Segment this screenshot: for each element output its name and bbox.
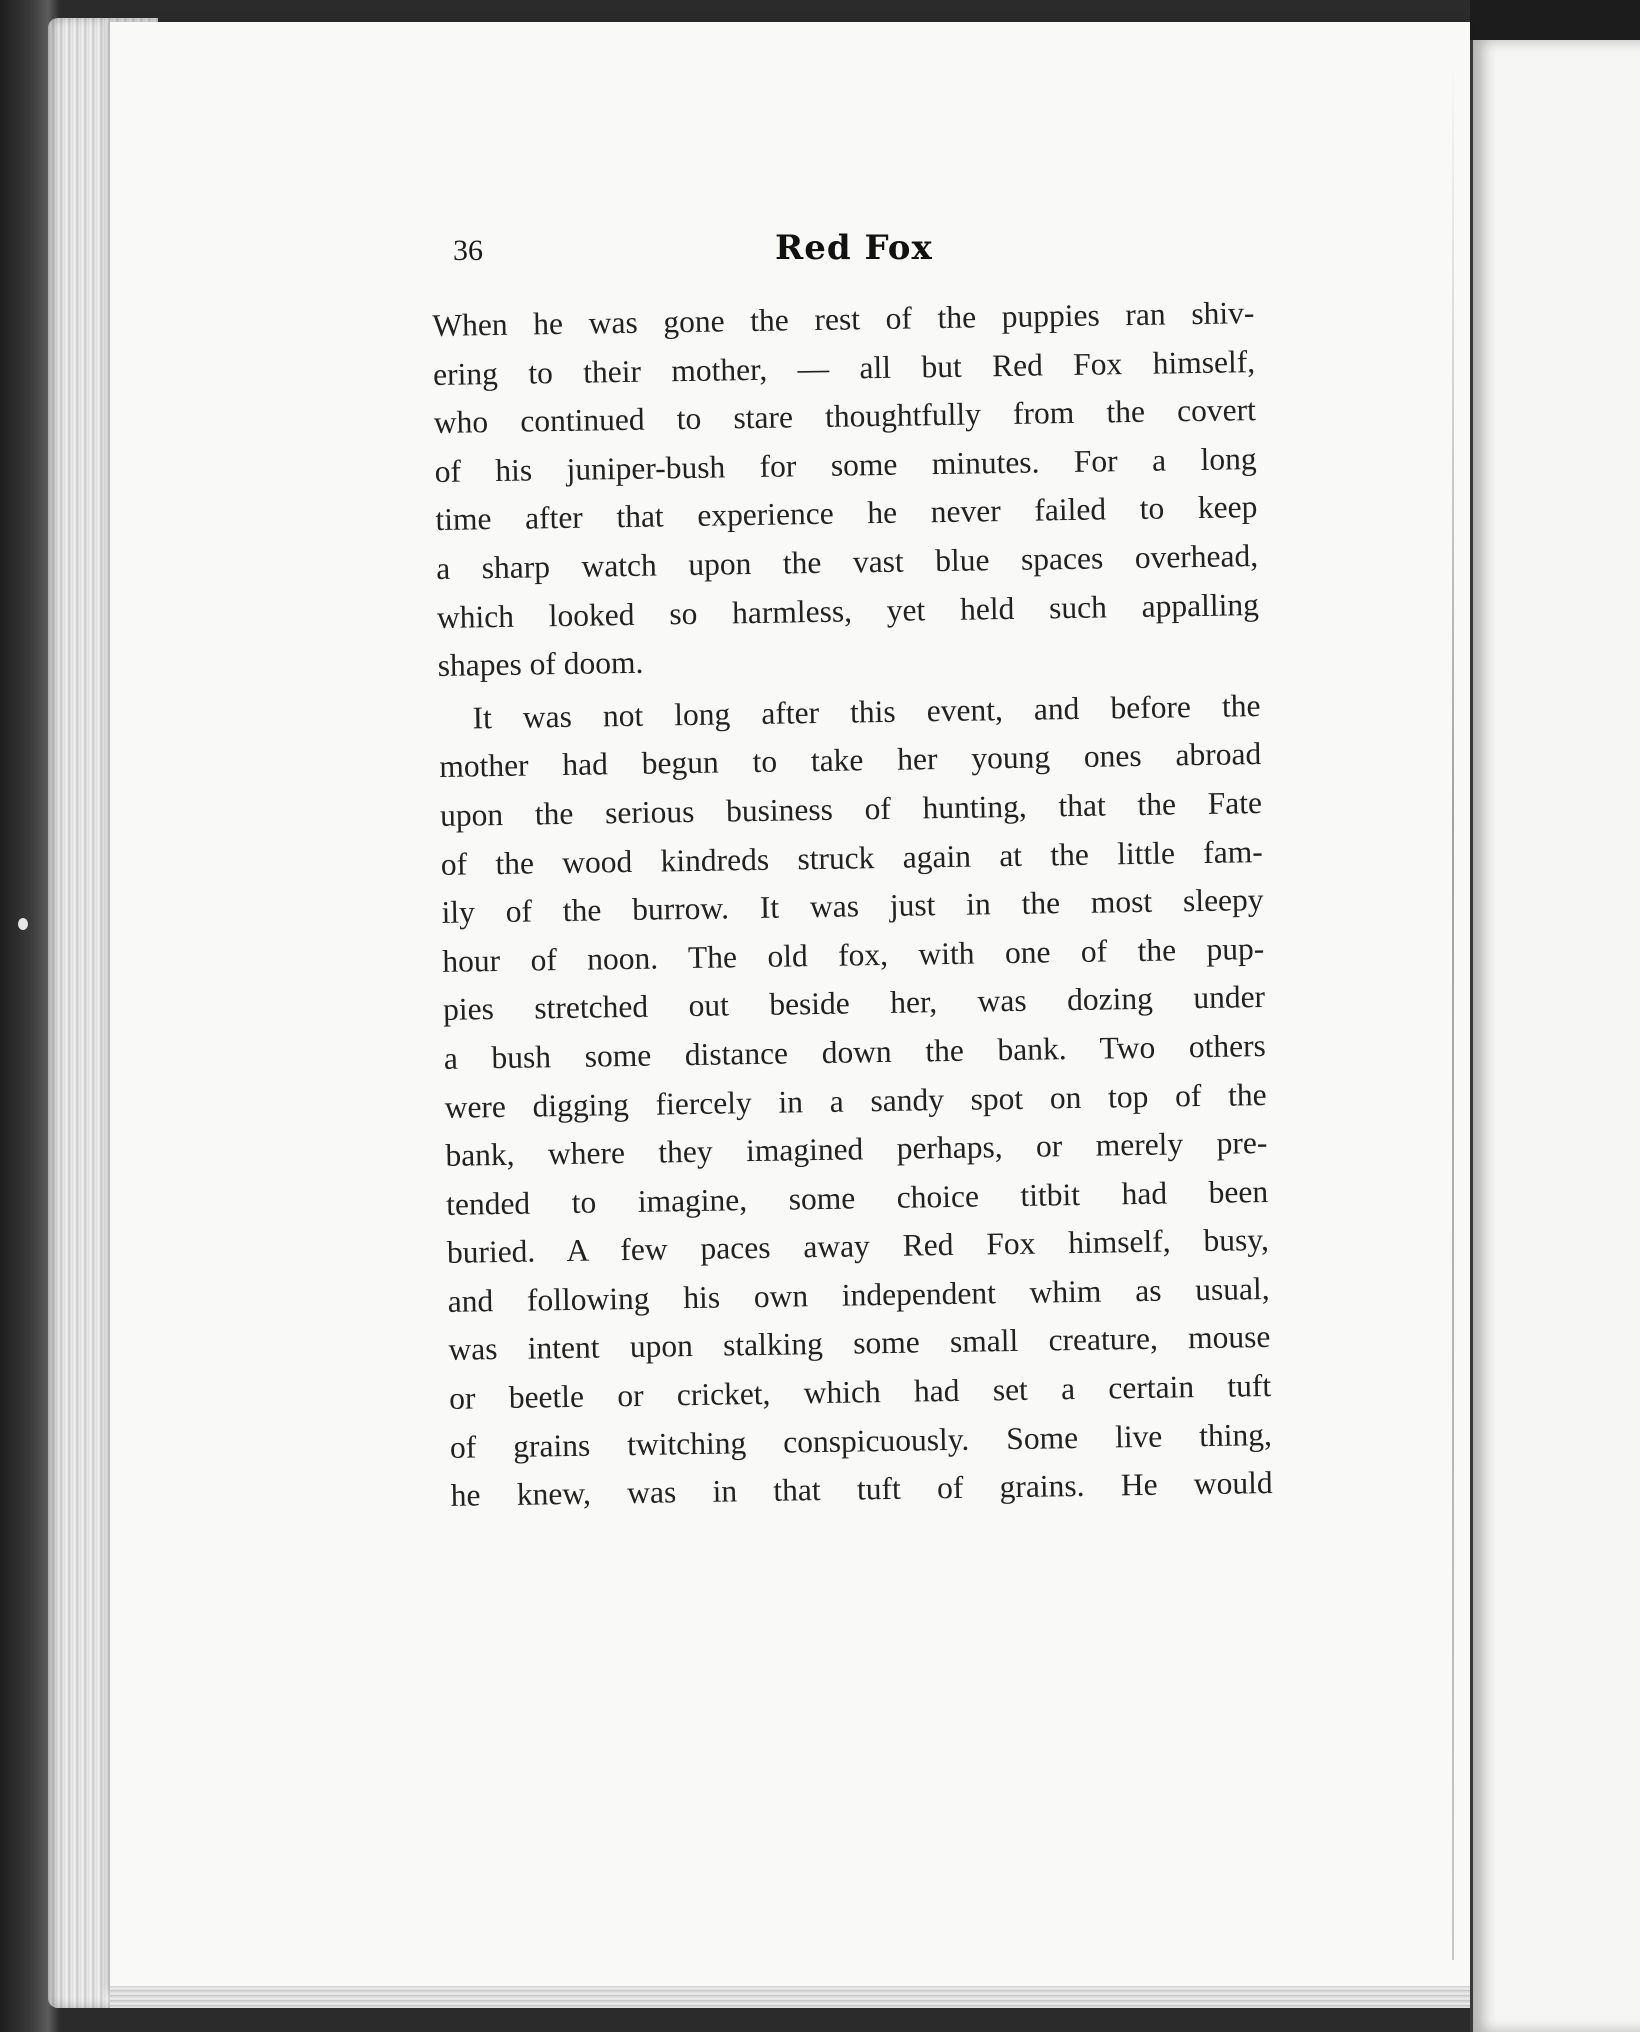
facing-page-edge bbox=[1470, 40, 1640, 2032]
text-line: of his juniper-bush for some minutes. For a long bbox=[434, 440, 1257, 489]
text-line: hour of noon. The old fox, with one of the pup- bbox=[442, 930, 1265, 979]
text-line: ering to their mother, — all but Red Fox himself, bbox=[432, 343, 1256, 392]
text-line: or beetle or cricket, which had set a certain tuft bbox=[448, 1368, 1272, 1416]
text-line: were digging fiercely in a sandy spot on top of the bbox=[444, 1076, 1267, 1125]
page-bottom-edge bbox=[110, 1986, 1470, 2008]
text-line: who continued to stare thoughtfully from the covert bbox=[433, 392, 1257, 441]
running-head bbox=[445, 228, 1245, 288]
text-line: time after that experience he never failed to keep bbox=[435, 489, 1258, 538]
running-title: Red Fox bbox=[775, 228, 933, 268]
text-line: pies stretched out beside her, was dozing under bbox=[442, 979, 1266, 1028]
text-line: he knew, was in that tuft of grains. He would bbox=[450, 1465, 1273, 1514]
paragraph bbox=[432, 289, 1260, 691]
text-line: of the wood kindreds struck again at the little fam- bbox=[440, 833, 1264, 882]
text-line: and following his own independent whim as usual, bbox=[447, 1270, 1270, 1319]
text-line: which looked so harmless, yet held such appalling bbox=[436, 586, 1260, 635]
text-line: upon the serious business of hunting, that the Fate bbox=[439, 784, 1263, 833]
text-line: It was not long after this event, and before the bbox=[472, 687, 1261, 736]
text-line: bank, where they imagined perhaps, or merely pre- bbox=[445, 1125, 1268, 1173]
text-line: shapes of doom. bbox=[437, 644, 644, 684]
text-line: When he was gone the rest of the puppies ran shiv- bbox=[432, 295, 1255, 343]
text-line: a bush some distance down the bank. Two others bbox=[443, 1027, 1267, 1076]
text-line: was intent upon stalking some small creature, mouse bbox=[448, 1319, 1271, 1368]
text-line: of grains twitching conspicuously. Some live thing, bbox=[449, 1416, 1273, 1465]
text-line: ily of the burrow. It was just in the most sleepy bbox=[441, 882, 1264, 931]
paragraph bbox=[438, 682, 1273, 1521]
scan-speck bbox=[18, 918, 28, 930]
text-line: buried. A few paces away Red Fox himself, busy, bbox=[446, 1222, 1270, 1271]
text-line: tended to imagine, some choice titbit had been bbox=[445, 1173, 1269, 1222]
text-line: mother had begun to take her young ones abroad bbox=[439, 736, 1262, 785]
page-number: 36 bbox=[453, 234, 483, 267]
gutter-shadow bbox=[1452, 60, 1454, 1960]
text-line: a sharp watch upon the vast blue spaces overhead, bbox=[435, 538, 1259, 586]
body-text bbox=[432, 289, 1273, 1521]
